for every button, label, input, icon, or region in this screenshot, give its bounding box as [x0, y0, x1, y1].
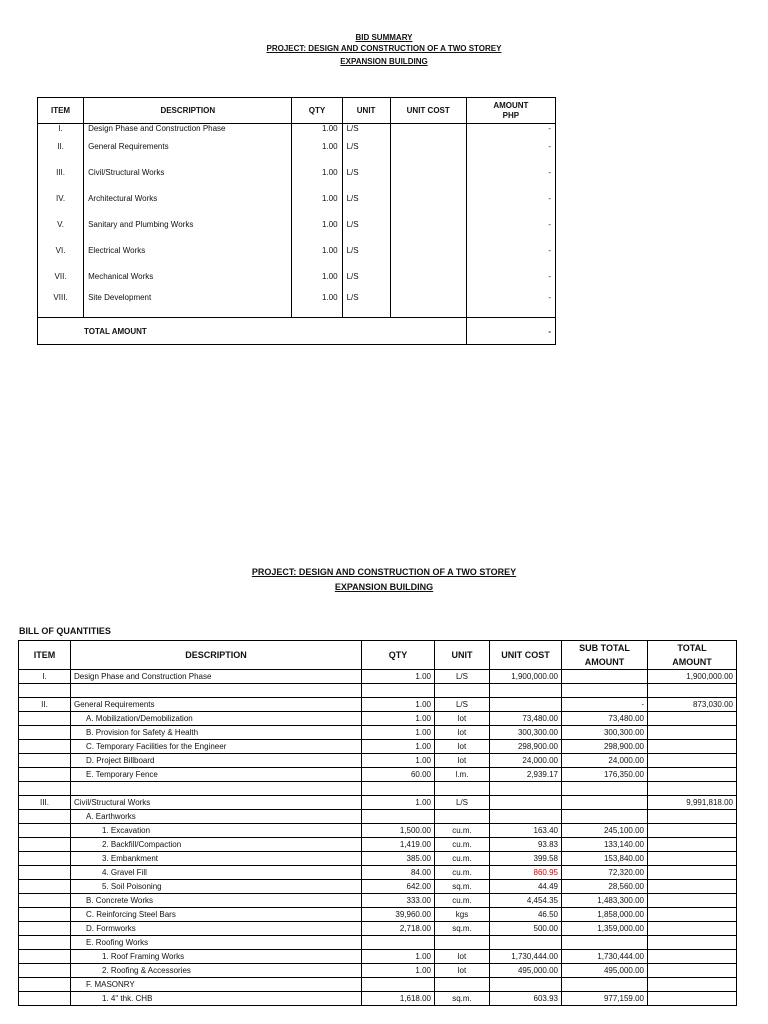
- boq-cell-item: [19, 908, 71, 922]
- summary-cell-qty: 1.00: [292, 124, 342, 134]
- summary-cell-item: IV.: [38, 185, 84, 211]
- boq-cell-total: [648, 922, 737, 936]
- boq-cell-sub-total: 495,000.00: [562, 964, 648, 978]
- boq-cell-sub-total: 245,100.00: [562, 824, 648, 838]
- summary-cell-unit-cost: [390, 237, 466, 263]
- summary-cell-qty: 1.00: [292, 289, 342, 318]
- bid-summary-title: BID SUMMARY: [355, 33, 413, 42]
- summary-cell-qty: 1.00: [292, 263, 342, 289]
- boq-cell-unit: cu.m.: [435, 866, 490, 880]
- boq-cell-total: 873,030.00: [648, 698, 737, 712]
- boq-cell-description: C. Reinforcing Steel Bars: [71, 908, 362, 922]
- boq-cell-item: [19, 824, 71, 838]
- summary-cell-unit: L/S: [342, 159, 390, 185]
- boq-cell-description: 3. Embankment: [71, 852, 362, 866]
- boq-cell-sub-total: [562, 684, 648, 698]
- summary-cell-item: VI.: [38, 237, 84, 263]
- boq-cell-unit: lot: [435, 950, 490, 964]
- boq-cell-description: 2. Roofing & Accessories: [71, 964, 362, 978]
- boq-cell-sub-total: [562, 782, 648, 796]
- boq-cell-description: E. Roofing Works: [71, 936, 362, 950]
- boq-cell-unit-cost: 44.49: [490, 880, 562, 894]
- boq-row: [19, 852, 737, 866]
- boq-label: BILL OF QUANTITIES: [19, 626, 111, 636]
- boq-cell-description: E. Temporary Fence: [71, 768, 362, 782]
- boq-header-total-line1: TOTAL: [677, 643, 707, 653]
- summary-cell-description: Site Development: [84, 289, 292, 318]
- boq-cell-description: 4. Gravel Fill: [71, 866, 362, 880]
- boq-cell-sub-total: 28,560.00: [562, 880, 648, 894]
- boq-cell-item: [19, 964, 71, 978]
- boq-cell-item: [19, 684, 71, 698]
- boq-cell-unit: sq.m.: [435, 992, 490, 1006]
- boq-cell-unit-cost: 73,480.00: [490, 712, 562, 726]
- boq-cell-sub-total: [562, 670, 648, 684]
- boq-cell-item: [19, 852, 71, 866]
- boq-row: [19, 810, 737, 824]
- boq-cell-sub-total: [562, 936, 648, 950]
- boq-cell-unit-cost: 399.58: [490, 852, 562, 866]
- boq-cell-item: [19, 978, 71, 992]
- summary-row: [38, 159, 556, 185]
- boq-cell-total: [648, 712, 737, 726]
- boq-cell-qty: [362, 782, 435, 796]
- boq-header-sub-total-line2: AMOUNT: [584, 657, 625, 667]
- boq-cell-qty: 1.00: [362, 740, 435, 754]
- boq-cell-total: [648, 852, 737, 866]
- boq-cell-total: [648, 894, 737, 908]
- header-amount: [466, 98, 555, 124]
- boq-cell-sub-total: 72,320.00: [562, 866, 648, 880]
- boq-cell-unit: cu.m.: [435, 852, 490, 866]
- boq-cell-item: II.: [19, 698, 71, 712]
- boq-project-line2: EXPANSION BUILDING: [334, 582, 434, 592]
- boq-cell-unit: l.m.: [435, 768, 490, 782]
- boq-row: [19, 936, 737, 950]
- boq-cell-unit: [435, 782, 490, 796]
- boq-cell-total: [648, 726, 737, 740]
- boq-cell-total: [648, 824, 737, 838]
- boq-cell-item: [19, 866, 71, 880]
- boq-cell-unit: cu.m.: [435, 824, 490, 838]
- boq-cell-unit: L/S: [435, 796, 490, 810]
- summary-cell-unit: L/S: [342, 263, 390, 289]
- boq-row: [19, 978, 737, 992]
- boq-cell-unit: sq.m.: [435, 922, 490, 936]
- boq-cell-item: [19, 782, 71, 796]
- header-amount-line2: PHP: [502, 110, 520, 120]
- boq-cell-unit-cost: [490, 810, 562, 824]
- boq-cell-total: 1,900,000.00: [648, 670, 737, 684]
- header-item: ITEM: [38, 98, 84, 124]
- boq-table: [18, 640, 737, 1006]
- boq-cell-item: I.: [19, 670, 71, 684]
- boq-header-row: [19, 641, 737, 670]
- boq-cell-qty: 1,500.00: [362, 824, 435, 838]
- boq-cell-unit-cost: 2,939.17: [490, 768, 562, 782]
- boq-cell-qty: 642.00: [362, 880, 435, 894]
- summary-row: [38, 133, 556, 159]
- boq-cell-qty: 60.00: [362, 768, 435, 782]
- boq-row: [19, 754, 737, 768]
- boq-cell-description: A. Mobilization/Demobilization: [71, 712, 362, 726]
- boq-cell-item: [19, 740, 71, 754]
- boq-cell-unit: lot: [435, 754, 490, 768]
- boq-row: [19, 894, 737, 908]
- bid-summary-table: [37, 97, 556, 345]
- boq-cell-unit: [435, 810, 490, 824]
- summary-cell-unit-cost: [390, 159, 466, 185]
- boq-cell-description: B. Concrete Works: [71, 894, 362, 908]
- boq-cell-sub-total: 176,350.00: [562, 768, 648, 782]
- boq-cell-qty: 1.00: [362, 698, 435, 712]
- boq-cell-description: 1. Excavation: [71, 824, 362, 838]
- boq-cell-description: F. MASONRY: [71, 978, 362, 992]
- boq-cell-unit-cost: 603.93: [490, 992, 562, 1006]
- summary-cell-item: I.: [38, 124, 84, 134]
- boq-cell-total: [648, 782, 737, 796]
- summary-row: [38, 289, 556, 318]
- summary-row: [38, 124, 556, 134]
- summary-cell-qty: 1.00: [292, 133, 342, 159]
- boq-cell-qty: 1.00: [362, 964, 435, 978]
- boq-cell-unit-cost: 300,300.00: [490, 726, 562, 740]
- boq-cell-total: [648, 810, 737, 824]
- boq-row: [19, 824, 737, 838]
- summary-cell-item: VII.: [38, 263, 84, 289]
- boq-cell-qty: [362, 936, 435, 950]
- boq-cell-qty: 1.00: [362, 670, 435, 684]
- boq-cell-item: [19, 810, 71, 824]
- boq-cell-unit: L/S: [435, 698, 490, 712]
- boq-cell-description: 1. Roof Framing Works: [71, 950, 362, 964]
- boq-project-line1: PROJECT: DESIGN AND CONSTRUCTION OF A TWO STOREY: [251, 567, 517, 577]
- boq-cell-sub-total: -: [562, 698, 648, 712]
- boq-cell-item: [19, 754, 71, 768]
- summary-cell-unit: L/S: [342, 185, 390, 211]
- boq-cell-sub-total: 24,000.00: [562, 754, 648, 768]
- boq-cell-qty: 1,618.00: [362, 992, 435, 1006]
- boq-header-sub-total: [562, 641, 648, 670]
- boq-cell-description: [71, 684, 362, 698]
- summary-cell-item: VIII.: [38, 289, 84, 318]
- boq-row: [19, 670, 737, 684]
- boq-cell-unit: [435, 684, 490, 698]
- boq-cell-unit: kgs: [435, 908, 490, 922]
- summary-cell-description: Mechanical Works: [84, 263, 292, 289]
- summary-row: [38, 237, 556, 263]
- boq-cell-sub-total: [562, 978, 648, 992]
- boq-row: [19, 964, 737, 978]
- header-amount-line1: AMOUNT: [493, 100, 529, 110]
- boq-cell-description: C. Temporary Facilities for the Engineer: [71, 740, 362, 754]
- boq-row: [19, 950, 737, 964]
- boq-header-unit: UNIT: [435, 641, 490, 670]
- boq-cell-total: [648, 880, 737, 894]
- boq-cell-qty: 1,419.00: [362, 838, 435, 852]
- summary-cell-unit: L/S: [342, 211, 390, 237]
- summary-cell-amount: -: [466, 159, 555, 185]
- boq-cell-unit-cost: [490, 782, 562, 796]
- boq-row: [19, 866, 737, 880]
- summary-cell-amount: -: [466, 263, 555, 289]
- summary-cell-unit: L/S: [342, 237, 390, 263]
- boq-cell-qty: 2,718.00: [362, 922, 435, 936]
- boq-cell-unit: [435, 936, 490, 950]
- summary-cell-qty: 1.00: [292, 211, 342, 237]
- boq-cell-unit-cost: [490, 978, 562, 992]
- summary-cell-qty: 1.00: [292, 237, 342, 263]
- summary-cell-qty: 1.00: [292, 185, 342, 211]
- boq-header-sub-total-line1: SUB TOTAL: [579, 643, 630, 653]
- boq-cell-unit-cost: 1,900,000.00: [490, 670, 562, 684]
- summary-cell-amount: -: [466, 237, 555, 263]
- summary-cell-unit-cost: [390, 124, 466, 134]
- summary-cell-unit-cost: [390, 263, 466, 289]
- boq-cell-sub-total: [562, 796, 648, 810]
- boq-row: [19, 768, 737, 782]
- summary-row: [38, 211, 556, 237]
- summary-cell-description: Design Phase and Construction Phase: [84, 124, 292, 134]
- boq-cell-total: [648, 754, 737, 768]
- boq-cell-sub-total: 1,858,000.00: [562, 908, 648, 922]
- boq-cell-item: [19, 992, 71, 1006]
- boq-cell-unit-cost: 46.50: [490, 908, 562, 922]
- boq-cell-total: [648, 838, 737, 852]
- boq-cell-unit-cost: 4,454.35: [490, 894, 562, 908]
- boq-cell-unit-cost: 93.83: [490, 838, 562, 852]
- boq-cell-sub-total: 977,159.00: [562, 992, 648, 1006]
- boq-cell-unit: [435, 978, 490, 992]
- boq-cell-unit-cost: [490, 796, 562, 810]
- summary-cell-item: III.: [38, 159, 84, 185]
- boq-cell-unit: cu.m.: [435, 838, 490, 852]
- summary-cell-amount: -: [466, 124, 555, 134]
- boq-cell-description: A. Earthworks: [71, 810, 362, 824]
- boq-cell-total: [648, 950, 737, 964]
- summary-cell-item: V.: [38, 211, 84, 237]
- boq-cell-unit-cost: 860.95: [490, 866, 562, 880]
- boq-cell-sub-total: 73,480.00: [562, 712, 648, 726]
- boq-cell-item: III.: [19, 796, 71, 810]
- boq-cell-total: [648, 908, 737, 922]
- boq-cell-item: [19, 880, 71, 894]
- header-unit: UNIT: [342, 98, 390, 124]
- boq-cell-description: General Requirements: [71, 698, 362, 712]
- boq-cell-sub-total: 300,300.00: [562, 726, 648, 740]
- summary-cell-item: II.: [38, 133, 84, 159]
- boq-cell-description: 1. 4" thk. CHB: [71, 992, 362, 1006]
- summary-row: [38, 263, 556, 289]
- boq-cell-item: [19, 726, 71, 740]
- header-unit-cost: UNIT COST: [390, 98, 466, 124]
- boq-header-unit-cost: UNIT COST: [490, 641, 562, 670]
- boq-cell-description: [71, 782, 362, 796]
- boq-cell-unit: L/S: [435, 670, 490, 684]
- boq-cell-sub-total: 133,140.00: [562, 838, 648, 852]
- boq-cell-total: [648, 740, 737, 754]
- summary-cell-unit-cost: [390, 289, 466, 318]
- boq-row: [19, 796, 737, 810]
- boq-header-total: [648, 641, 737, 670]
- boq-cell-qty: 1.00: [362, 796, 435, 810]
- boq-cell-qty: 1.00: [362, 726, 435, 740]
- boq-cell-total: [648, 936, 737, 950]
- boq-cell-sub-total: 1,359,000.00: [562, 922, 648, 936]
- boq-cell-qty: 333.00: [362, 894, 435, 908]
- boq-cell-description: Civil/Structural Works: [71, 796, 362, 810]
- boq-row: [19, 726, 737, 740]
- boq-row: [19, 698, 737, 712]
- boq-cell-unit: lot: [435, 964, 490, 978]
- summary-cell-unit: L/S: [342, 133, 390, 159]
- boq-cell-item: [19, 894, 71, 908]
- boq-cell-qty: 1.00: [362, 950, 435, 964]
- summary-cell-amount: -: [466, 211, 555, 237]
- boq-row: [19, 684, 737, 698]
- boq-row: [19, 992, 737, 1006]
- boq-cell-unit-cost: 24,000.00: [490, 754, 562, 768]
- summary-cell-unit: L/S: [342, 124, 390, 134]
- boq-cell-unit-cost: [490, 684, 562, 698]
- boq-row: [19, 740, 737, 754]
- boq-cell-qty: 1.00: [362, 754, 435, 768]
- boq-cell-qty: 39,960.00: [362, 908, 435, 922]
- boq-cell-description: 2. Backfill/Compaction: [71, 838, 362, 852]
- summary-row: [38, 185, 556, 211]
- boq-cell-item: [19, 950, 71, 964]
- boq-cell-sub-total: [562, 810, 648, 824]
- header-qty: QTY: [292, 98, 342, 124]
- boq-row: [19, 908, 737, 922]
- header-description: DESCRIPTION: [84, 98, 292, 124]
- summary-cell-description: General Requirements: [84, 133, 292, 159]
- boq-cell-qty: 84.00: [362, 866, 435, 880]
- boq-cell-qty: [362, 978, 435, 992]
- summary-cell-description: Sanitary and Plumbing Works: [84, 211, 292, 237]
- boq-cell-sub-total: 1,483,300.00: [562, 894, 648, 908]
- boq-row: [19, 782, 737, 796]
- boq-cell-item: [19, 838, 71, 852]
- boq-cell-unit: lot: [435, 726, 490, 740]
- boq-row: [19, 838, 737, 852]
- boq-cell-qty: 385.00: [362, 852, 435, 866]
- total-label: TOTAL AMOUNT: [38, 318, 467, 345]
- boq-cell-description: D. Formworks: [71, 922, 362, 936]
- boq-row: [19, 880, 737, 894]
- summary-cell-unit-cost: [390, 185, 466, 211]
- boq-cell-description: D. Project Billboard: [71, 754, 362, 768]
- boq-cell-total: [648, 992, 737, 1006]
- bid-summary-header-row: [38, 98, 556, 124]
- boq-cell-item: [19, 936, 71, 950]
- summary-project-line2: EXPANSION BUILDING: [340, 57, 428, 66]
- boq-cell-total: [648, 684, 737, 698]
- boq-cell-total: [648, 866, 737, 880]
- boq-cell-unit-cost: [490, 698, 562, 712]
- summary-cell-unit-cost: [390, 211, 466, 237]
- boq-cell-unit: lot: [435, 712, 490, 726]
- boq-cell-item: [19, 712, 71, 726]
- boq-cell-unit: lot: [435, 740, 490, 754]
- boq-cell-unit: sq.m.: [435, 880, 490, 894]
- boq-cell-total: [648, 964, 737, 978]
- boq-cell-total: 9,991,818.00: [648, 796, 737, 810]
- boq-cell-qty: [362, 684, 435, 698]
- boq-cell-qty: 1.00: [362, 712, 435, 726]
- boq-cell-unit-cost: 495,000.00: [490, 964, 562, 978]
- boq-cell-qty: [362, 810, 435, 824]
- summary-cell-unit-cost: [390, 133, 466, 159]
- boq-cell-description: B. Provision for Safety & Health: [71, 726, 362, 740]
- summary-cell-amount: -: [466, 185, 555, 211]
- boq-cell-unit-cost: 500.00: [490, 922, 562, 936]
- boq-cell-unit-cost: 1,730,444.00: [490, 950, 562, 964]
- boq-cell-total: [648, 768, 737, 782]
- boq-cell-item: [19, 922, 71, 936]
- total-row: [38, 318, 556, 345]
- boq-header-qty: QTY: [362, 641, 435, 670]
- boq-cell-description: Design Phase and Construction Phase: [71, 670, 362, 684]
- boq-cell-unit: cu.m.: [435, 894, 490, 908]
- summary-cell-amount: -: [466, 133, 555, 159]
- summary-cell-unit: L/S: [342, 289, 390, 318]
- boq-header-item: ITEM: [19, 641, 71, 670]
- boq-cell-item: [19, 768, 71, 782]
- boq-header-total-line2: AMOUNT: [672, 657, 712, 667]
- summary-cell-amount: -: [466, 289, 555, 318]
- boq-header-description: DESCRIPTION: [71, 641, 362, 670]
- summary-cell-description: Electrical Works: [84, 237, 292, 263]
- boq-row: [19, 922, 737, 936]
- summary-project-line1: PROJECT: DESIGN AND CONSTRUCTION OF A TWO STOREY: [266, 44, 502, 53]
- boq-cell-sub-total: 1,730,444.00: [562, 950, 648, 964]
- boq-cell-unit-cost: 298,900.00: [490, 740, 562, 754]
- boq-row: [19, 712, 737, 726]
- boq-cell-description: 5. Soil Poisoning: [71, 880, 362, 894]
- summary-cell-description: Architectural Works: [84, 185, 292, 211]
- boq-cell-unit-cost: [490, 936, 562, 950]
- summary-cell-qty: 1.00: [292, 159, 342, 185]
- total-value: -: [466, 318, 555, 345]
- boq-cell-sub-total: 153,840.00: [562, 852, 648, 866]
- boq-cell-unit-cost: 163.40: [490, 824, 562, 838]
- summary-cell-description: Civil/Structural Works: [84, 159, 292, 185]
- boq-cell-sub-total: 298,900.00: [562, 740, 648, 754]
- boq-cell-total: [648, 978, 737, 992]
